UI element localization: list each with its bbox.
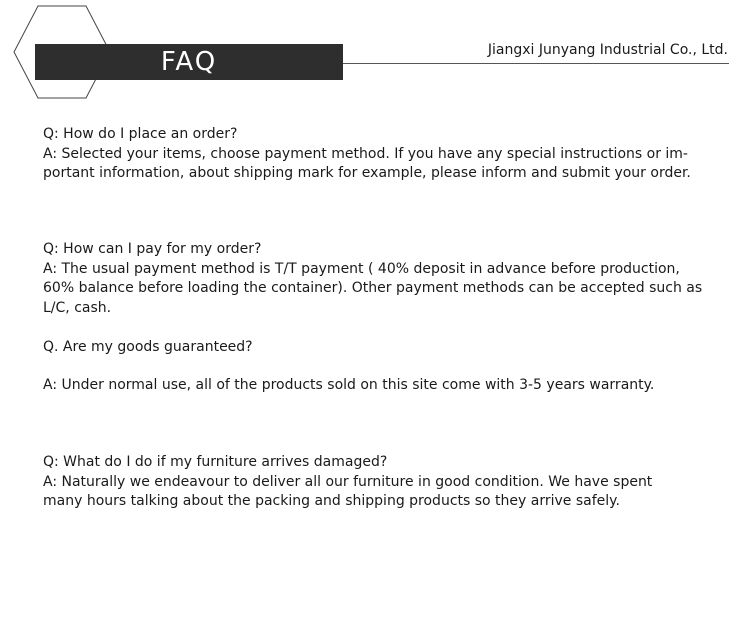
faq-answer-line: A: Under normal use, all of the products sold on this site come with 3-5 years warranty. <box>43 377 655 393</box>
faq-answer-line: 60% balance before loading the container). Other payment methods can be accepted such as <box>43 280 703 296</box>
faq-answer-line: portant information, about shipping mark for example, please inform and submit your order. <box>43 165 691 181</box>
company-name: Jiangxi Junyang Industrial Co., Ltd. <box>487 42 728 58</box>
faq-item-damaged <box>43 453 733 512</box>
faq-question: Q: How do I place an order? <box>43 126 238 142</box>
faq-question: Q. Are my goods guaranteed? <box>43 339 253 355</box>
header-divider <box>343 63 729 64</box>
faq-question: Q: How can I pay for my order? <box>43 241 262 257</box>
faq-answer-line: A: The usual payment method is T/T payment ( 40% deposit in advance before production, <box>43 260 680 277</box>
faq-answer-line: L/C, cash. <box>43 299 112 316</box>
faq-item-place-order <box>43 125 733 184</box>
faq-answer-line: A: Naturally we endeavour to deliver all our furniture in good condition. We have spent <box>43 473 653 490</box>
faq-item-guarantee-answer <box>43 376 733 396</box>
faq-item-guarantee-question <box>43 338 733 358</box>
faq-question: Q: What do I do if my furniture arrives damaged? <box>43 454 388 470</box>
page-title: FAQ <box>160 47 218 77</box>
faq-answer-line: many hours talking about the packing and shipping products so they arrive safely. <box>43 493 620 509</box>
faq-answer-line: A: Selected your items, choose payment method. If you have any special instructions or im- <box>43 145 688 162</box>
faq-title-banner <box>35 44 343 80</box>
faq-item-payment <box>43 240 733 318</box>
